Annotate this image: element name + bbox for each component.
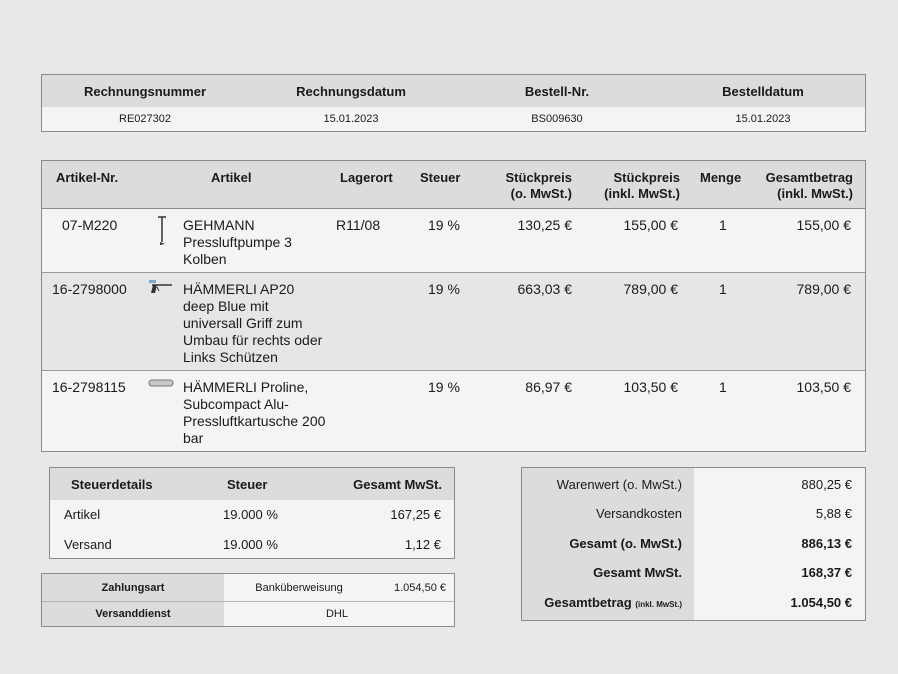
gross-total-label-suffix: (inkl. MwSt.) — [635, 600, 682, 609]
tax-details-box — [49, 467, 455, 559]
tax-rate: 19 % — [428, 379, 460, 395]
items-table-header — [42, 161, 865, 209]
payment-method-label: Zahlungsart — [101, 582, 165, 594]
order-date-header: Bestelldatum — [722, 84, 804, 99]
quantity: 1 — [719, 281, 727, 297]
shipping-cost: 5,88 € — [815, 506, 852, 521]
gross-total: 1.054,50 € — [790, 595, 852, 610]
tax-row-label: Versand — [64, 537, 112, 552]
article-name-line: Subcompact Alu- — [183, 396, 289, 412]
invoice-number-header: Rechnungsnummer — [83, 84, 207, 99]
unit-price-gross: 103,50 € — [623, 379, 678, 395]
tax-details-header — [50, 468, 454, 500]
article-name-line: Pressluftpumpe 3 — [183, 234, 292, 250]
article-name-line: universall Griff zum — [183, 315, 303, 331]
col-article: Artikel — [211, 170, 252, 185]
tax-rate: 19 % — [428, 217, 460, 233]
gross-total-label-main: Gesamtbetrag — [544, 595, 632, 610]
article-number: 16-2798115 — [52, 379, 126, 395]
unit-price-net: 130,25 € — [517, 217, 572, 233]
col-qty: Menge — [700, 170, 742, 185]
order-number: BS009630 — [531, 113, 583, 125]
invoice-meta-box — [41, 74, 866, 132]
invoice-date-header: Rechnungsdatum — [296, 84, 406, 99]
col-unit-gross-line2: (inkl. MwSt.) — [604, 186, 680, 201]
table-row — [42, 371, 865, 451]
col-unit-gross-line1: Stückpreis — [613, 170, 680, 185]
article-number: 16-2798000 — [52, 281, 127, 297]
net-total-label: Gesamt (o. MwSt.) — [569, 536, 682, 551]
goods-value: 880,25 € — [801, 477, 852, 492]
payment-box — [41, 573, 455, 627]
totals-box — [521, 467, 866, 621]
line-total: 789,00 € — [796, 281, 851, 297]
article-number: 07-M220 — [62, 217, 118, 233]
article-name-line: HÄMMERLI Proline, — [183, 379, 309, 395]
shipping-cost-label: Versandkosten — [595, 506, 682, 521]
order-number-header: Bestell-Nr. — [524, 84, 590, 99]
items-table — [41, 160, 866, 452]
goods-value-label: Warenwert (o. MwSt.) — [556, 477, 682, 492]
unit-price-gross: 155,00 € — [623, 217, 678, 233]
col-total-line1: Gesamtbetrag — [765, 170, 853, 185]
article-name — [183, 379, 325, 447]
tax-row-amount: 1,12 € — [404, 537, 441, 552]
payment-amount: 1.054,50 € — [394, 582, 446, 594]
shipping-service-label: Versanddienst — [95, 608, 171, 620]
payment-method-value: Banküberweisung — [255, 582, 343, 594]
col-total — [747, 170, 853, 202]
col-tax: Steuer — [420, 170, 461, 185]
col-total-line2: (inkl. MwSt.) — [777, 186, 853, 201]
invoice-date: 15.01.2023 — [323, 113, 379, 125]
vat-total: 168,37 € — [801, 565, 852, 580]
table-row — [42, 273, 865, 371]
tax-total-header: Gesamt MwSt. — [353, 477, 442, 492]
shipping-service-value: DHL — [325, 608, 348, 620]
article-name-line: bar — [183, 430, 204, 446]
line-total: 103,50 € — [796, 379, 851, 395]
tax-details-title: Steuerdetails — [71, 477, 153, 492]
article-name-line: Umbau für rechts oder — [183, 332, 323, 348]
air-rifle-icon — [148, 279, 174, 297]
quantity: 1 — [719, 379, 727, 395]
invoice-meta-header — [42, 75, 865, 107]
article-name-line: HÄMMERLI AP20 — [183, 281, 295, 297]
tax-rate: 19 % — [428, 281, 460, 297]
line-total: 155,00 € — [796, 217, 851, 233]
pump-icon — [154, 215, 170, 247]
order-date: 15.01.2023 — [735, 113, 791, 125]
air-cartridge-icon — [148, 379, 174, 387]
article-name-line: Pressluftkartusche 200 — [183, 413, 326, 429]
col-location: Lagerort — [340, 170, 393, 185]
gross-total-label — [522, 595, 682, 610]
tax-rate-header: Steuer — [227, 477, 268, 492]
vat-total-label: Gesamt MwSt. — [593, 565, 682, 580]
invoice-number: RE027302 — [119, 113, 171, 125]
col-unit-gross — [582, 170, 680, 202]
payment-divider — [42, 601, 454, 602]
quantity: 1 — [719, 217, 727, 233]
article-name-line: Kolben — [183, 251, 227, 267]
col-unit-net — [482, 170, 572, 202]
article-name-line: Links Schützen — [183, 349, 278, 365]
col-unit-net-line1: Stückpreis — [505, 170, 572, 185]
col-article-no: Artikel-Nr. — [56, 170, 119, 185]
unit-price-gross: 789,00 € — [623, 281, 678, 297]
tax-row-label: Artikel — [64, 507, 101, 522]
tax-row-amount: 167,25 € — [390, 507, 441, 522]
tax-row-rate: 19.000 % — [223, 537, 278, 552]
table-row — [42, 209, 865, 273]
article-name-line: deep Blue mit — [183, 298, 269, 314]
article-name — [183, 281, 322, 366]
col-unit-net-line2: (o. MwSt.) — [510, 186, 572, 201]
tax-row-rate: 19.000 % — [223, 507, 278, 522]
unit-price-net: 86,97 € — [525, 379, 572, 395]
article-name-line: GEHMANN — [183, 217, 255, 233]
article-name — [183, 217, 292, 268]
unit-price-net: 663,03 € — [517, 281, 572, 297]
net-total: 886,13 € — [801, 536, 852, 551]
storage-location: R11/08 — [336, 217, 381, 233]
